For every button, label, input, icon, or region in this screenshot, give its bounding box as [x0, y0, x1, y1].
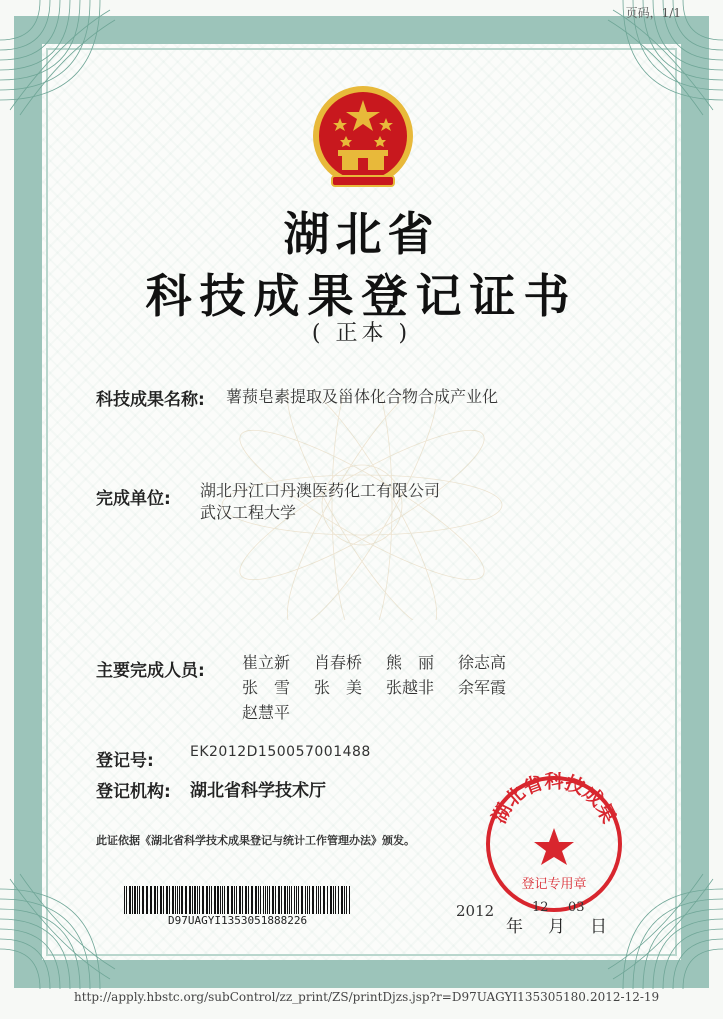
registration-authority-value: 湖北省科学技术厅 — [190, 781, 326, 801]
barcode — [122, 886, 354, 914]
completing-unit-label: 完成单位: — [96, 489, 171, 509]
national-emblem-icon — [302, 78, 424, 198]
person-name: 崔立新 — [242, 653, 291, 672]
corner-ornament-top-left — [0, 0, 120, 120]
certificate-title: 科技成果登记证书 — [145, 269, 578, 323]
seal-bottom-text: 登记专用章 — [521, 877, 587, 892]
registration-authority-label: 登记机构: — [96, 782, 171, 802]
person-name: 张越非 — [386, 678, 435, 697]
issue-year: 2012 — [456, 902, 495, 920]
completing-unit-value-1: 湖北丹江口丹澳医药化工有限公司 — [200, 481, 441, 500]
main-personnel-list — [242, 650, 530, 723]
issue-day: 03 — [568, 900, 585, 915]
registration-number-value: EK2012D150057001488 — [190, 744, 371, 760]
year-char: 年 — [506, 917, 523, 937]
barcode-number: D97UAGYI1353051888226 — [168, 914, 308, 927]
person-name: 余军霞 — [458, 678, 507, 697]
day-char: 日 — [590, 917, 607, 937]
print-date: 2012-12-19 — [590, 990, 660, 1004]
project-name-value: 薯蓣皂素提取及甾体化合物合成产业化 — [226, 387, 499, 406]
project-name-label: 科技成果名称: — [96, 390, 205, 410]
person-name: 赵慧平 — [242, 703, 291, 722]
person-name: 熊 丽 — [386, 653, 435, 672]
official-seal — [482, 772, 626, 916]
month-char: 月 — [548, 917, 565, 937]
corner-ornament-bottom-left — [0, 869, 120, 989]
seal-ring-text: 湖北省科技成果 — [488, 772, 620, 827]
person-name: 徐志高 — [458, 653, 507, 672]
main-personnel-label: 主要完成人员: — [96, 661, 205, 681]
person-name: 张 雪 — [242, 678, 291, 697]
issuance-basis-note: 此证依据《湖北省科学技术成果登记与统计工作管理办法》颁发。 — [96, 834, 415, 847]
completing-unit-value-2: 武汉工程大学 — [200, 503, 297, 522]
page-number: 页码，1/1 — [625, 6, 681, 20]
certificate-title-province: 湖北省 — [283, 207, 440, 261]
svg-text:湖北省科技成果 — [487, 772, 620, 827]
certificate-subtitle: ( 正本 ) — [311, 321, 412, 346]
person-name: 张 美 — [314, 678, 363, 697]
issue-month: 12 — [532, 900, 549, 915]
registration-number-label: 登记号: — [96, 751, 154, 771]
print-source-url: http://apply.hbstc.org/subControl/zz_print/ZS/printDjzs.jsp?r=D97UAGYI135305180... — [74, 990, 598, 1004]
person-name: 肖春桥 — [314, 653, 363, 672]
